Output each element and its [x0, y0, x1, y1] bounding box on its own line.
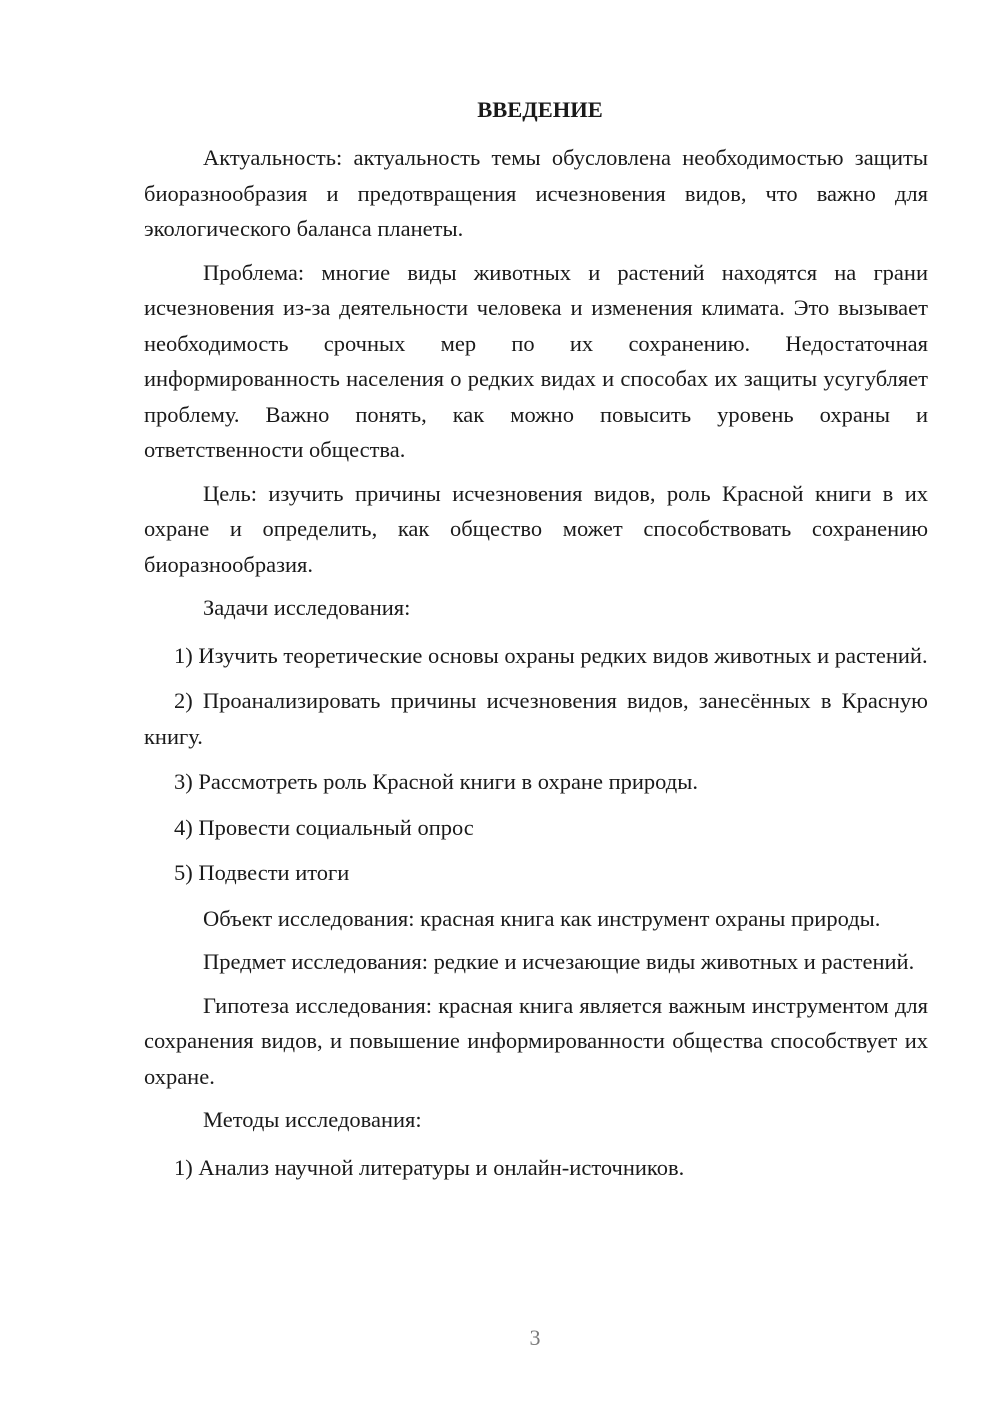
relevance-paragraph: Актуальность: актуальность темы обусловлена необходимостью защиты биоразнообразия и предотвращения исчезновения видов, что важно для экологического баланса планеты. — [144, 145, 928, 241]
goal-paragraph: Цель: изучить причины исчезновения видов, роль Красной книги в их охране и определить, как общество может способствовать сохранению биоразнообразия. — [144, 480, 928, 577]
task-item-2: 2) Проанализировать причины исчезновения видов, занесённых в Красную книгу. — [144, 688, 928, 749]
problem-paragraph: Проблема: многие виды животных и растений находятся на грани исчезновения из-за деятельности человека и изменения климата. Это вызывает необходимость срочных мер по их сохранению. Недостаточная информированность населения о редких видах и способах их защиты усугубляет проблему. Важно понять, как можно повысить уровень охраны и ответственности общества. — [144, 259, 928, 462]
page-number: 3 — [529, 1325, 541, 1350]
task-item-1: 1) Изучить теоретические основы охраны редких видов животных и растений. — [174, 642, 928, 668]
subject-paragraph: Предмет исследования: редкие и исчезающие виды животных и растений. — [203, 949, 915, 974]
object-paragraph: Объект исследования: красная книга как инструмент охраны природы. — [203, 905, 881, 931]
method-item-1: 1) Анализ научной литературы и онлайн-источников. — [174, 1154, 685, 1180]
task-item-5: 5) Подвести итоги — [174, 860, 350, 885]
methods-title: Методы исследования: — [203, 1107, 422, 1132]
task-item-4: 4) Провести социальный опрос — [174, 814, 474, 840]
hypothesis-paragraph: Гипотеза исследования: красная книга является важным инструментом для сохранения видов, и повышение информированности общества способствует их охране. — [144, 992, 928, 1089]
task-item-3: 3) Рассмотреть роль Красной книги в охране природы. — [174, 769, 698, 794]
section-heading: ВВЕДЕНИЕ — [477, 97, 603, 122]
page-content — [144, 94, 928, 1195]
tasks-title: Задачи исследования: — [203, 595, 411, 620]
